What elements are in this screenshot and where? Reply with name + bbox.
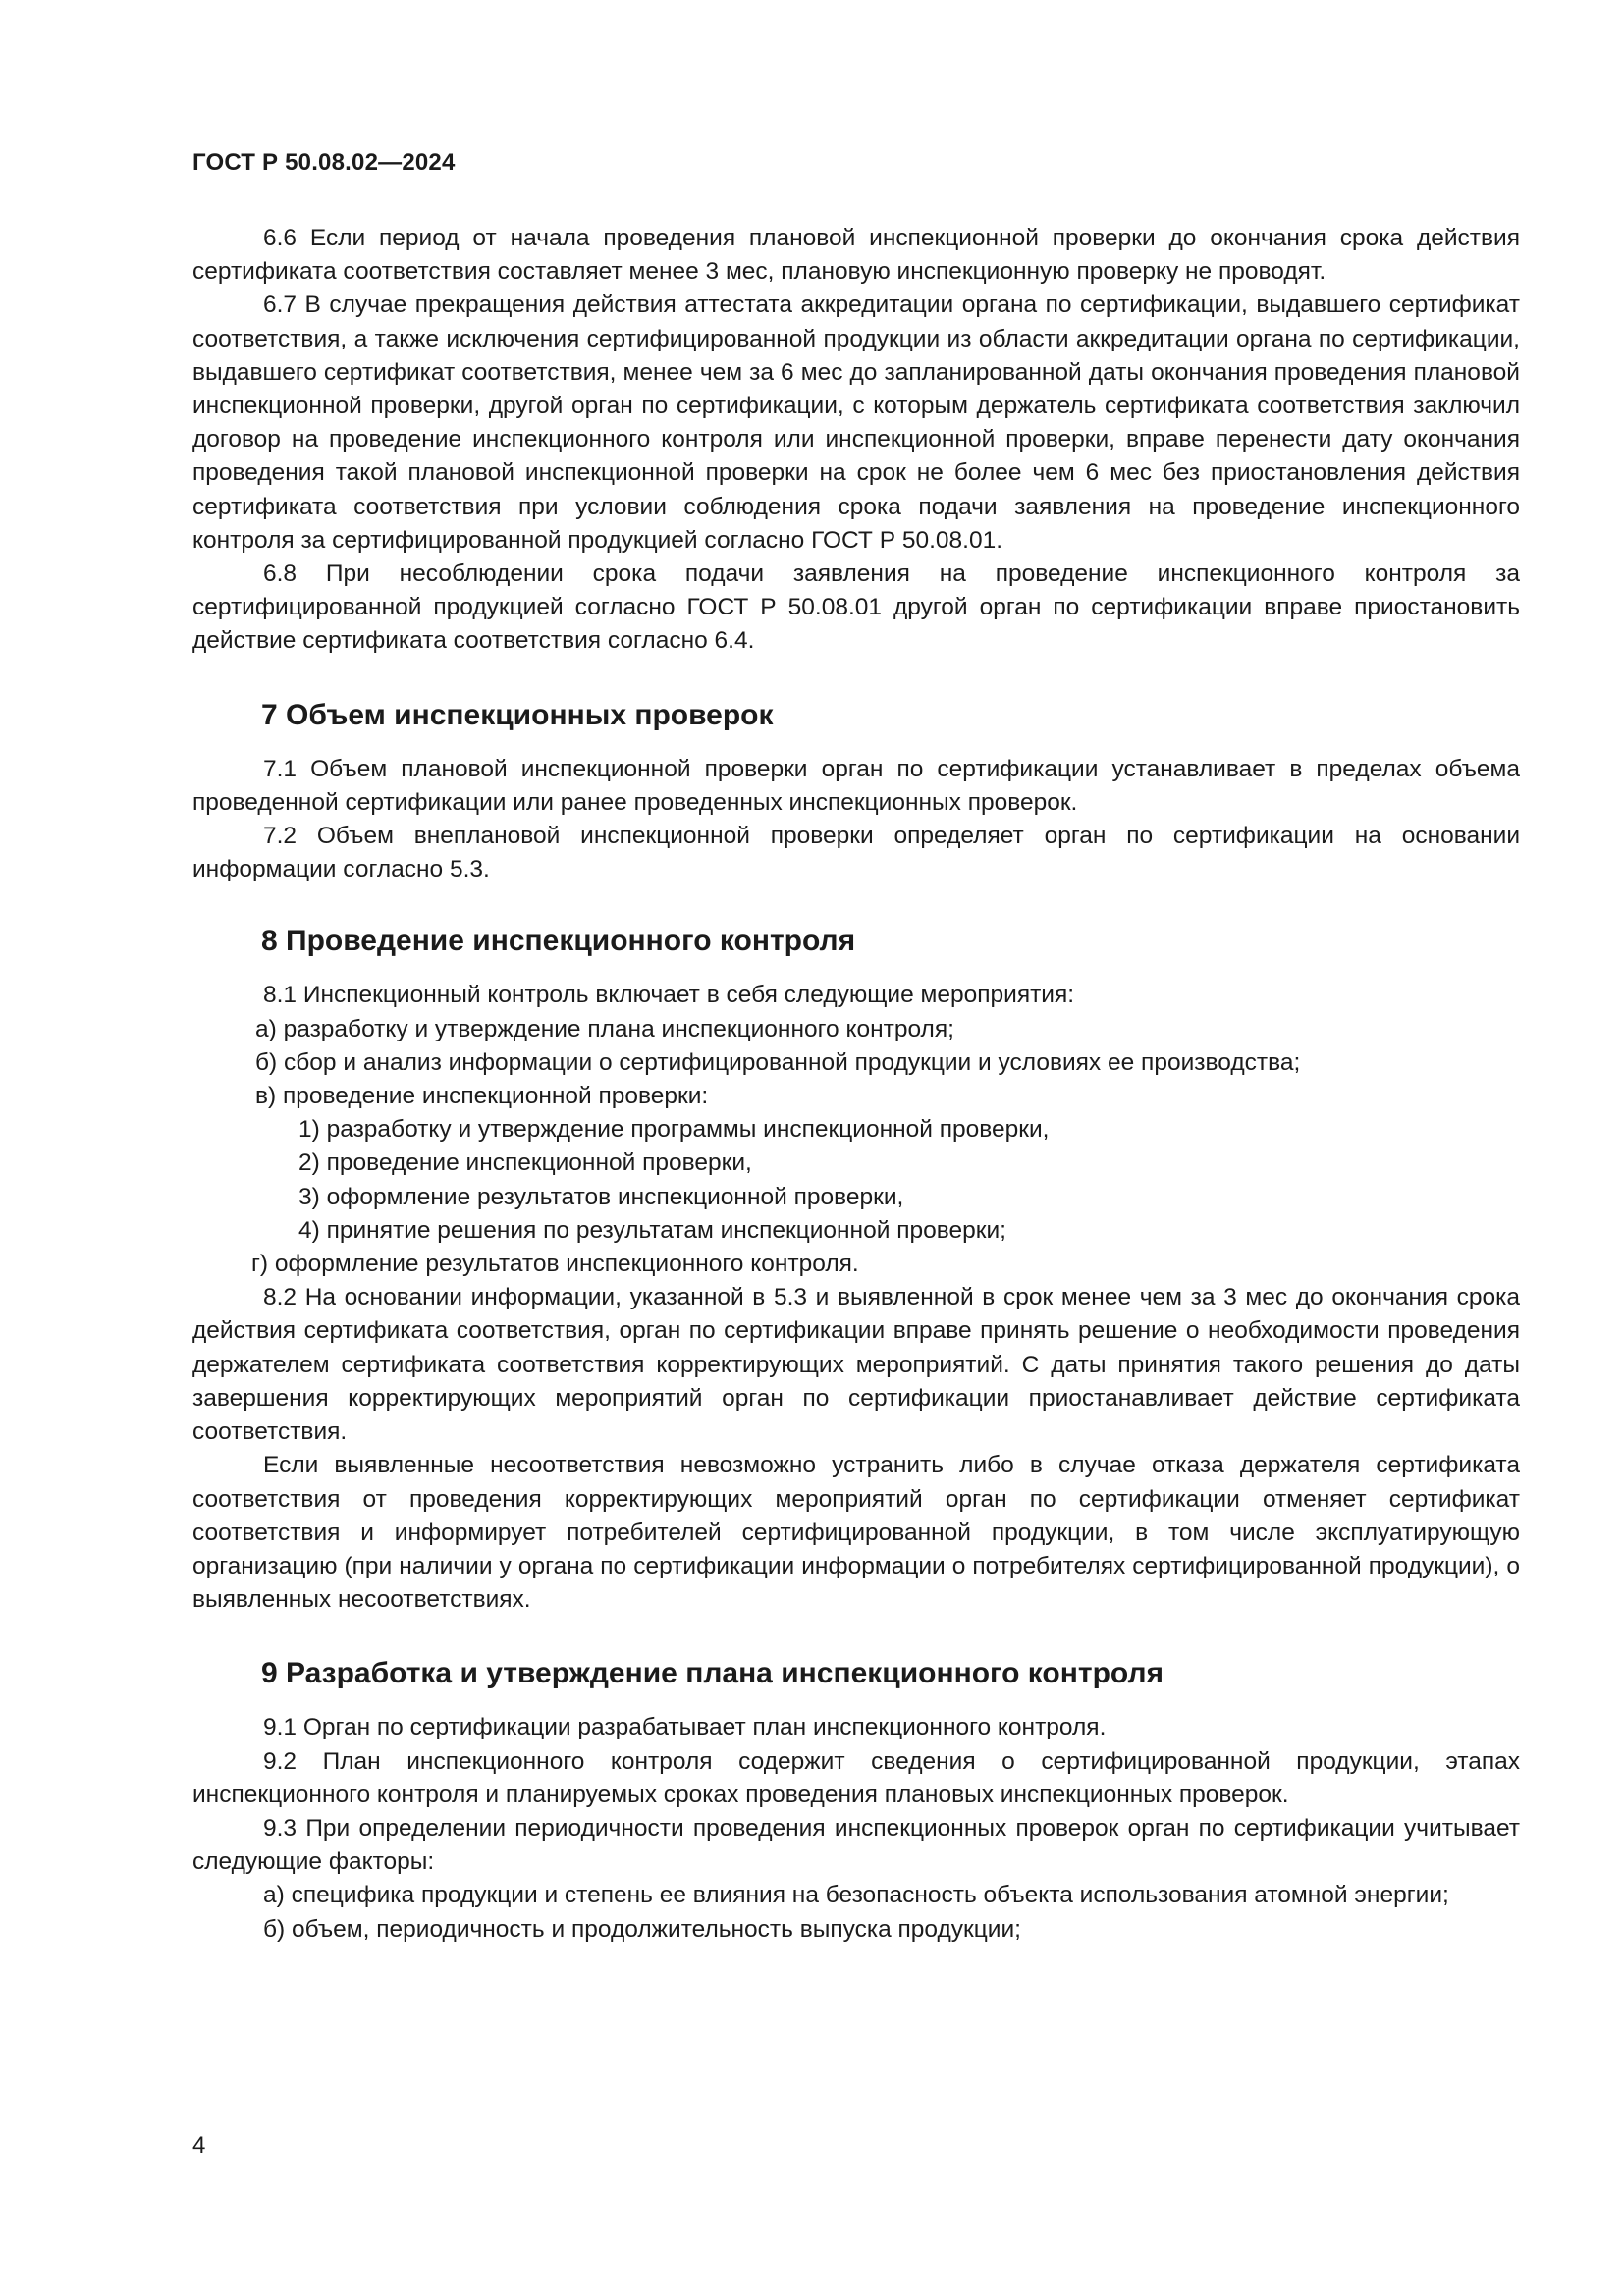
- list-item-b: б) сбор и анализ информации о сертифицированной продукции и условиях ее производства;: [255, 1048, 1301, 1076]
- list-item-v: в) проведение инспекционной проверки:: [255, 1083, 709, 1110]
- list-item-9-a: а) специфика продукции и степень ее влияния на безопасность объекта использования атомной энергии;: [263, 1882, 1449, 1909]
- paragraph-6-6: 6.6 Если период от начала проведения плановой инспекционной проверки до окончания срока действия сертификата соответствия составляет менее 3 мес, плановую инспекционную проверку не проводят.: [192, 225, 1520, 286]
- list-item-9-b: б) объем, периодичность и продолжительность выпуска продукции;: [263, 1915, 1021, 1943]
- paragraph-6-8: 6.8 При несоблюдении срока подачи заявления на проведение инспекционного контроля за сертифицированной продукцией согласно ГОСТ Р 50.08.01 другой орган по сертификации вправе приостановить действие сертификата соответствия согласно 6.4.: [192, 561, 1520, 655]
- section-9-heading: 9 Разработка и утверждение плана инспекционного контроля: [261, 1657, 1164, 1690]
- sub-item-1: 1) разработку и утверждение программы инспекционной проверки,: [298, 1116, 1050, 1144]
- section-8-heading: 8 Проведение инспекционного контроля: [261, 925, 856, 958]
- paragraph-6-7: 6.7 В случае прекращения действия аттестата аккредитации органа по сертификации, выдавшего сертификат соответствия, а также исключения сертифицированной продукции из области аккредитации органа по сертификации, выдавшего сертификат соответствия, менее чем за 6 мес до запланированной даты окончания проведения плановой инспекционной проверки, другой орган по сертификации, с которым держатель сертификата соответствия заключил договор на проведение инспекционного контроля или инспекционной проверки, вправе перенести дату окончания проведения такой плановой инспекционной проверки на срок не более чем 6 мес без приостановления действия сертификата соответствия при условии соблюдения срока подачи заявления на проведение инспекционного контроля за сертифицированной продукцией согласно ГОСТ Р 50.08.01.: [192, 292, 1520, 554]
- paragraph-9-3: 9.3 При определении периодичности проведения инспекционных проверок орган по сертификации учитывает следующие факторы:: [192, 1814, 1520, 1876]
- paragraph-9-2: 9.2 План инспекционного контроля содержит сведения о сертифицированной продукции, этапах инспекционного контроля и планируемых сроках проведения плановых инспекционных проверок.: [192, 1747, 1520, 1808]
- list-item-g: г) оформление результатов инспекционного контроля.: [251, 1251, 859, 1278]
- sub-item-3: 3) оформление результатов инспекционной проверки,: [298, 1183, 904, 1210]
- paragraph-8-2: 8.2 На основании информации, указанной в 5.3 и выявленной в срок менее чем за 3 мес до окончания срока действия сертификата соответствия, орган по сертификации вправе принять решение о необходимости проведения держателем сертификата соответствия корректирующих мероприятий. С даты принятия такого решения до даты завершения корректирующих мероприятий орган по сертификации приостанавливает действие сертификата соответствия.: [192, 1284, 1520, 1446]
- paragraph-8-1: 8.1 Инспекционный контроль включает в себя следующие мероприятия:: [263, 982, 1075, 1009]
- sub-item-2: 2) проведение инспекционной проверки,: [298, 1149, 752, 1177]
- sub-item-4: 4) принятие решения по результатам инспекционной проверки;: [298, 1216, 1006, 1244]
- paragraph-8-2-continued: Если выявленные несоответствия невозможно устранить либо в случае отказа держателя сертификата соответствия от проведения корректирующих мероприятий орган по сертификации отменяет сертификат соответствия и информирует потребителей сертифицированной продукции, в том числе эксплуатирующую организацию (при наличии у органа по сертификации информации о потребителях сертифицированной продукции), о выявленных несоответствиях.: [192, 1452, 1520, 1614]
- paragraph-9-1: 9.1 Орган по сертификации разрабатывает план инспекционного контроля.: [263, 1714, 1107, 1741]
- paragraph-7-2: 7.2 Объем внеплановой инспекционной проверки определяет орган по сертификации на основании информации согласно 5.3.: [192, 823, 1520, 883]
- list-item-a: а) разработку и утверждение плана инспекционного контроля;: [255, 1015, 954, 1042]
- page-content: [192, 222, 1520, 1947]
- section-7-heading: 7 Объем инспекционных проверок: [261, 698, 774, 731]
- paragraph-7-1: 7.1 Объем плановой инспекционной проверки орган по сертификации устанавливает в пределах объема проведенной сертификации или ранее проведенных инспекционных проверок.: [192, 755, 1520, 816]
- standard-header: ГОСТ Р 50.08.02—2024: [192, 149, 456, 176]
- page-number: 4: [192, 2132, 206, 2159]
